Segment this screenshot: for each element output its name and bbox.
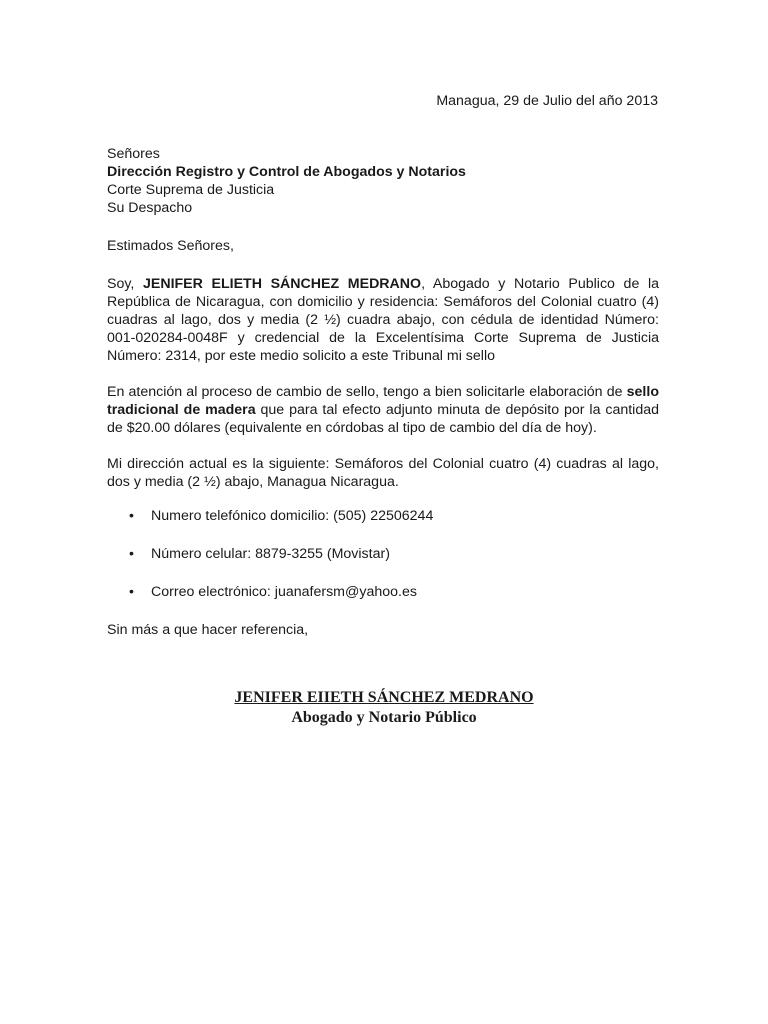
bullet-icon: • (129, 546, 134, 562)
bullet-icon: • (129, 584, 134, 600)
contact-phone: Numero telefónico domicilio: (505) 22506244 (151, 508, 434, 524)
paragraph-2 (107, 383, 659, 437)
salutation: Estimados Señores, (107, 238, 234, 254)
letter-date: Managua, 29 de Julio del año 2013 (436, 93, 658, 109)
bullet-icon: • (129, 508, 134, 524)
recipient-block (107, 145, 659, 217)
recipient-line-2 (107, 163, 659, 181)
recipient-line-3: Corte Suprema de Justicia (107, 182, 275, 198)
list-item (107, 507, 659, 525)
closing-line: Sin más a que hacer referencia, (107, 622, 309, 638)
recipient-line-4: Su Despacho (107, 200, 193, 216)
signature-block (0, 688, 768, 728)
paragraph-2-bold: sello tradicional de madera (107, 384, 659, 418)
signature-name: JENIFER EIIETH SÁNCHEZ MEDRANO (234, 689, 534, 706)
letter-body (107, 145, 659, 639)
paragraph-3: Mi dirección actual es la siguiente: Semáforos del Colonial cuatro (4) cuadras al lago, dos y media (2 ½) abajo, Managua Nicaragua. (107, 456, 659, 490)
contact-mobile: Número celular: 8879-3255 (Movistar) (151, 546, 390, 562)
paragraph-2-text: que para tal efecto adjunto minuta de depósito por la cantidad de $20.00 dólares (equivalente en córdobas al tipo de cambio del día de hoy). (107, 402, 660, 436)
paragraph-1-name: JENIFER ELIETH SÁNCHEZ MEDRANO (142, 276, 422, 292)
contact-email: Correo electrónico: juanafersm@yahoo.es (151, 584, 417, 600)
list-item (107, 545, 659, 563)
recipient-office: Dirección Registro y Control de Abogados y Notarios (107, 164, 466, 180)
paragraph-1-text: , Abogado y Notario Publico de la República de Nicaragua, con domicilio y residencia: Semáforos del Colonial cuatro (4) cuadras al lago, dos y media (2 ½) cuadra abajo, con cédula de identidad Número: 001-020284-0048F y credencial de la Excelentísima Corte Suprema de Justicia Número: 2314, por este medio solicito a este Tribunal mi sello (107, 276, 659, 364)
paragraph-1-prefix: Soy, (107, 276, 143, 292)
signature-title: Abogado y Notario Público (291, 709, 477, 726)
paragraph-1 (107, 275, 659, 365)
contact-list (107, 507, 659, 601)
list-item (107, 583, 659, 601)
paragraph-2-prefix: En atención al proceso de cambio de sello, tengo a bien solicitarle elaboración de (107, 384, 627, 400)
recipient-line-1: Señores (107, 146, 160, 162)
